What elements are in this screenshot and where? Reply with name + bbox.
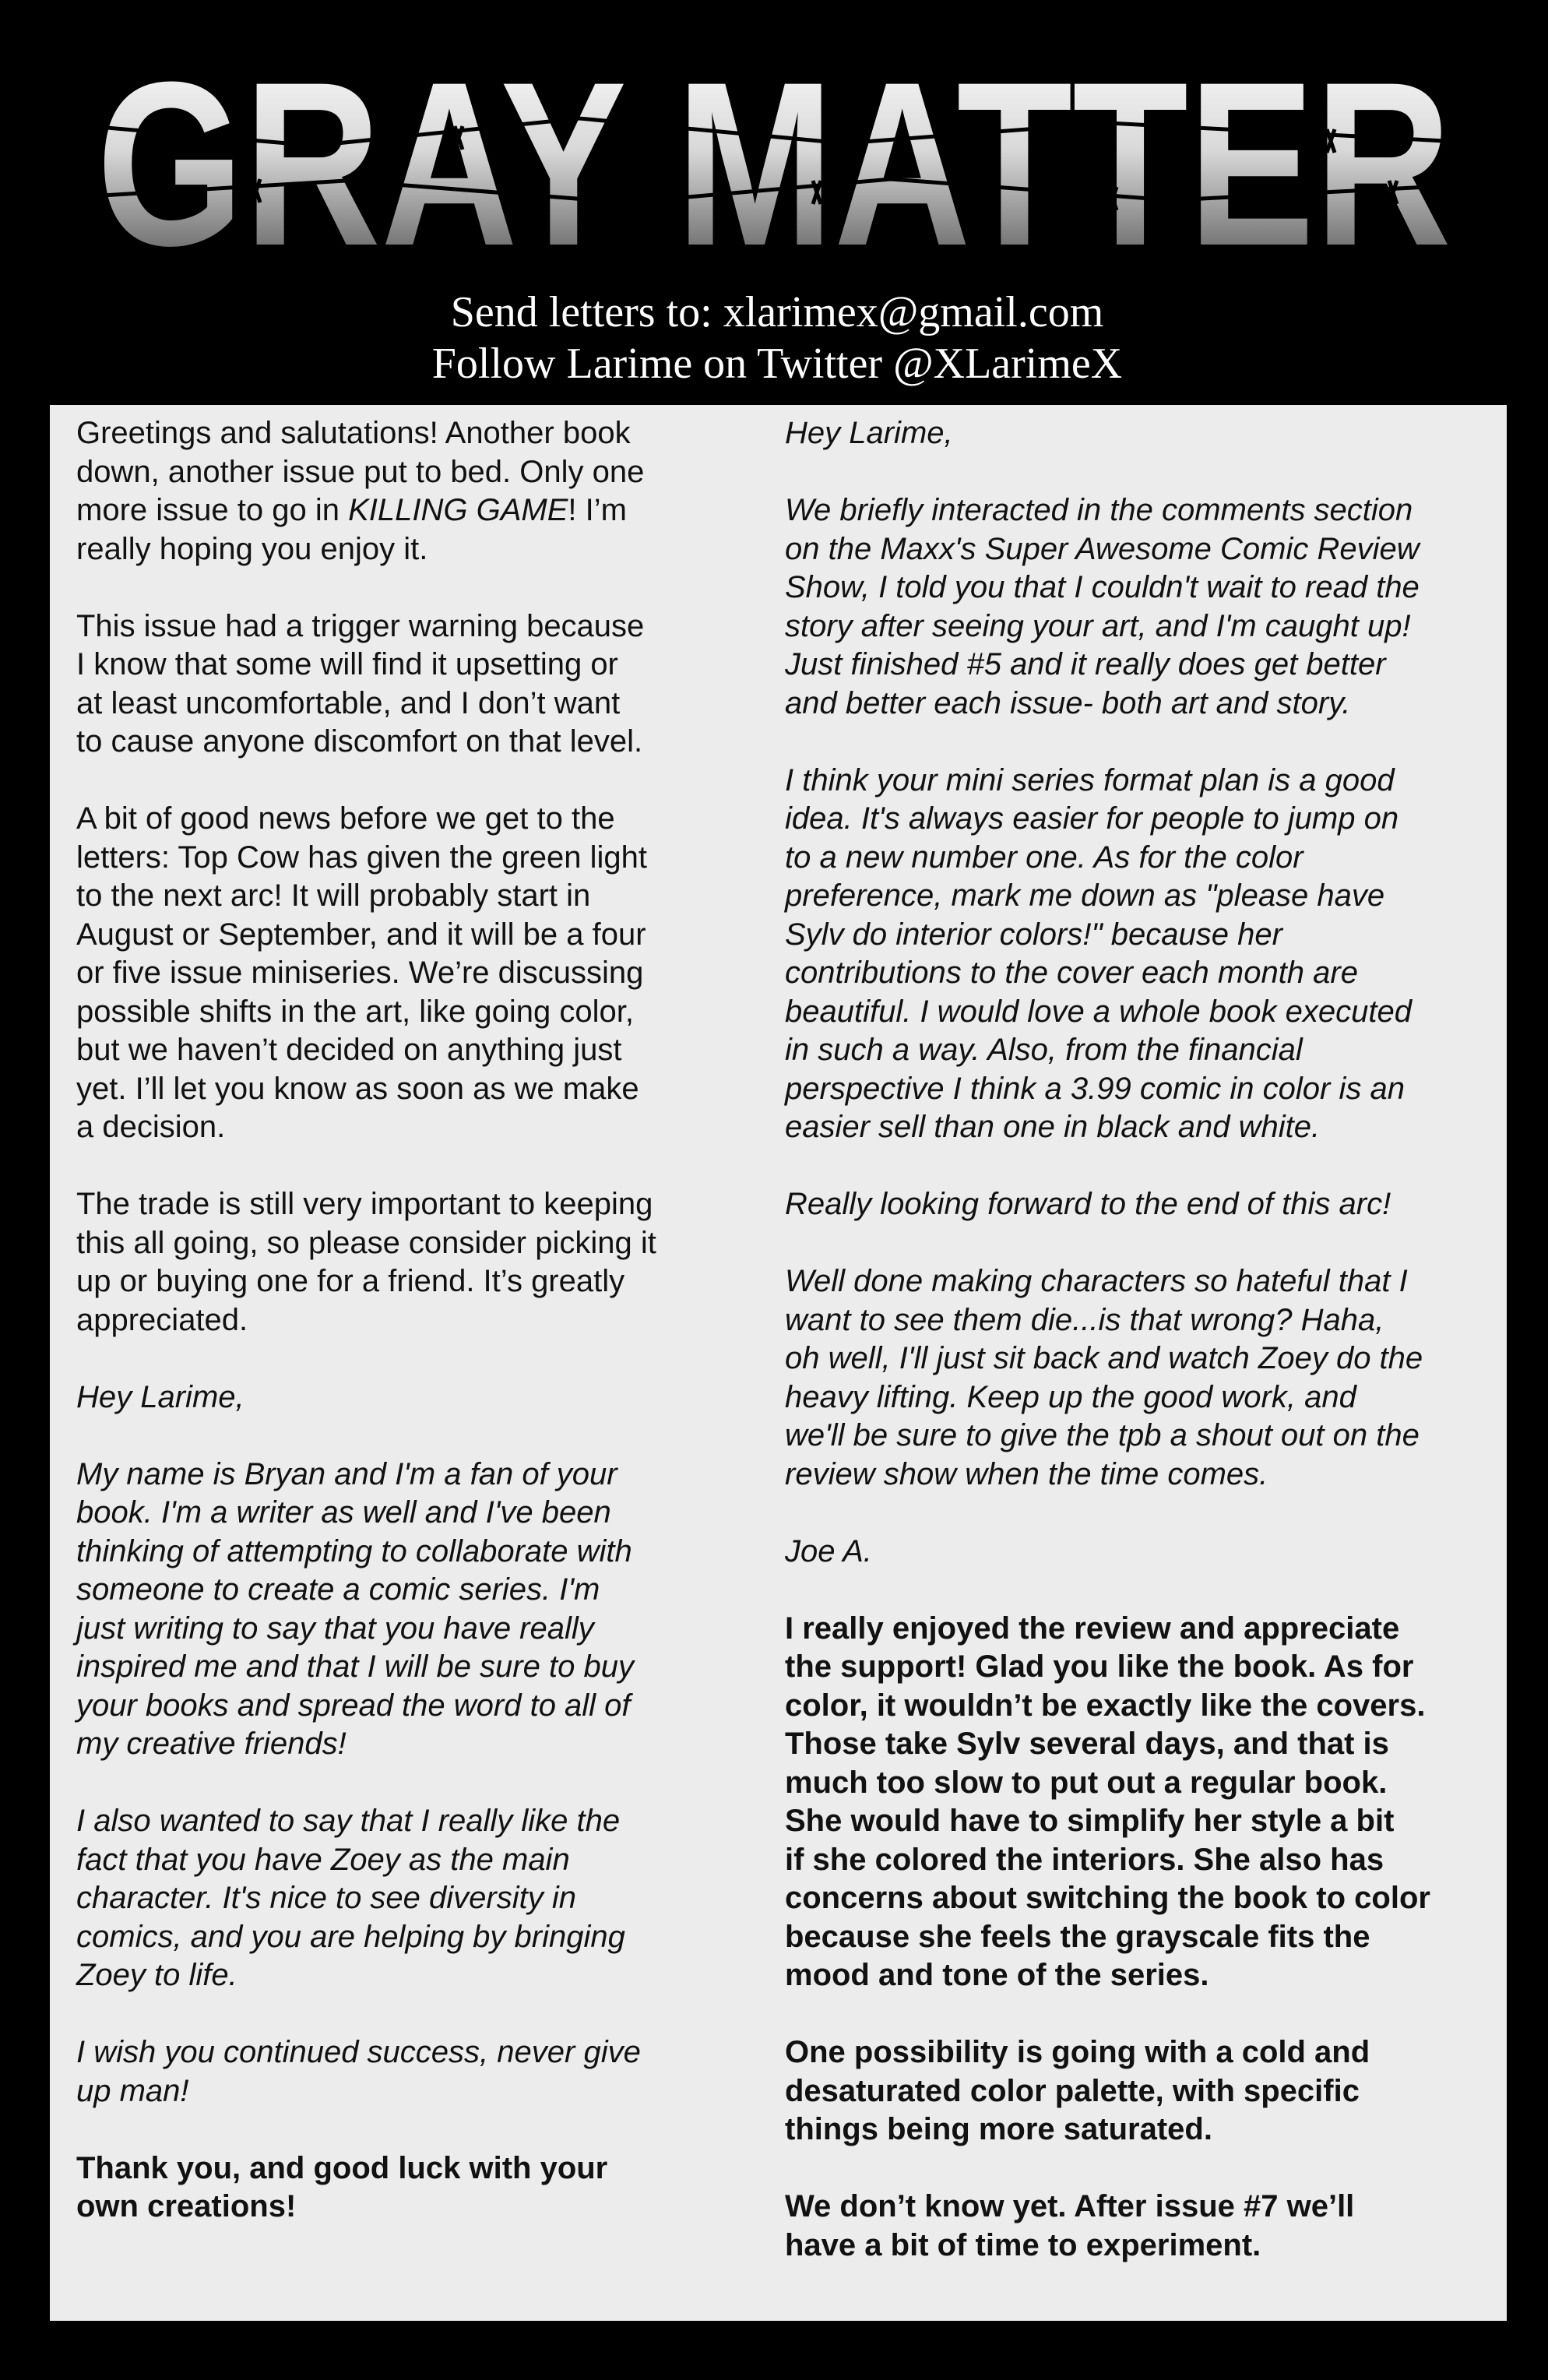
editor-trigger-warning-paragraph: This issue had a trigger warning because I know that some will find it upsetting or at least uncomfortable, and I don’t want to cause anyone discomfort on that level. xyxy=(76,608,645,759)
editor-intro-paragraph xyxy=(76,414,769,569)
reply2-paragraph-3: We don’t know yet. After issue #7 we’ll have a bit of time to experiment. xyxy=(785,2189,1355,2262)
reply2-paragraph-1: I really enjoyed the review and appreciate the support! Glad you like the book. As for color, it wouldn’t be exactly like the covers. Those take Sylv several days, and that is much too slow to put out a regular book. She would have to simplify her style a bit if she colored the interiors. She also has concerns about switching the book to color because she feels the grayscale fits the mood and tone of the series. xyxy=(785,1611,1430,1992)
editor-trade-paragraph: The trade is still very important to keeping this all going, so please consider picking it up or buying one for a friend. It’s greatly appreciated. xyxy=(76,1187,656,1337)
reply1-paragraph: Thank you, and good luck with your own creations! xyxy=(76,2150,608,2223)
reply2-paragraph-2: One possibility is going with a cold and desaturated color palette, with specific things being more saturated. xyxy=(785,2035,1370,2146)
letter2-paragraph-3: Really looking forward to the end of this arc! xyxy=(785,1187,1391,1221)
letter2-greeting: Hey Larime, xyxy=(785,416,953,450)
title-logo xyxy=(0,72,1548,259)
letter1-greeting: Hey Larime, xyxy=(76,1379,245,1414)
editor-news-paragraph: A bit of good news before we get to the letters: Top Cow has given the green light to the next arc! It will probably start in August or September, and it will be a four or five issue miniseries. We’re discussing possible shifts in the art, like going color, but we haven’t decided on anything just yet. I’ll let you know as soon as we make a decision. xyxy=(76,801,648,1144)
letter2-paragraph-2: I think your mini series format plan is a good idea. It's always easier for people to jump on to a new number one. As for the color preference, mark me down as "please have Sylv do interior colors!" because her contributions to the cover each month are beautiful. I would love a whole book executed in such a way. Also, from the financial perspective I think a 3.99 comic in color is an easier sell than one in black and white. xyxy=(785,762,1412,1144)
letter1-paragraph-3: I wish you continued success, never give up man! xyxy=(76,2035,641,2108)
letter1-paragraph-2: I also wanted to say that I really like the fact that you have Zoey as the main character. It's nice to see diversity in comics, and you are helping by bringing Zoey to life. xyxy=(76,1804,625,1992)
letter1-paragraph-1: My name is Bryan and I'm a fan of your book. I'm a writer as well and I've been thinking of attempting to collaborate with someone to create a comic series. I'm just writing to say that you have really inspired me and that I will be sure to buy your books and spread the word to all of my creative friends! xyxy=(76,1456,634,1761)
title-logo-graphic xyxy=(81,72,1467,259)
letter2-paragraph-4: Well done making characters so hateful that I want to see them die...is that wrong? Haha, oh well, I'll just sit back and watch Zoey do the heavy lifting. Keep up the good work, and we'll be sure to give the tpb a shout out on the review show when the time comes. xyxy=(785,1264,1423,1491)
letters-panel xyxy=(50,405,1507,2321)
intro-text-a: Greetings and salutations! Another book down, another issue put to bed. Only one more issue to go in xyxy=(76,416,645,527)
right-column xyxy=(785,414,1501,2304)
intro-text-b: ! I’m really hoping you enjoy it. xyxy=(76,493,627,566)
letter2-signature: Joe A. xyxy=(785,1533,872,1568)
title-text: GRAY MATTER xyxy=(97,72,1451,259)
contact-info xyxy=(0,287,1548,389)
book-title-killing-game: KILLING GAME xyxy=(348,493,568,527)
left-column xyxy=(76,414,769,2265)
contact-twitter-line: Follow Larime on Twitter @XLarimeX xyxy=(431,340,1123,388)
letter2-paragraph-1: We briefly interacted in the comments section on the Maxx's Super Awesome Comic Review Show, I told you that I couldn't wait to read the story after seeing your art, and I'm caught up! Just finished #5 and it really does get better and better each issue- both art and story. xyxy=(785,493,1420,720)
contact-email-line: Send letters to: xlarimex@gmail.com xyxy=(450,288,1104,336)
